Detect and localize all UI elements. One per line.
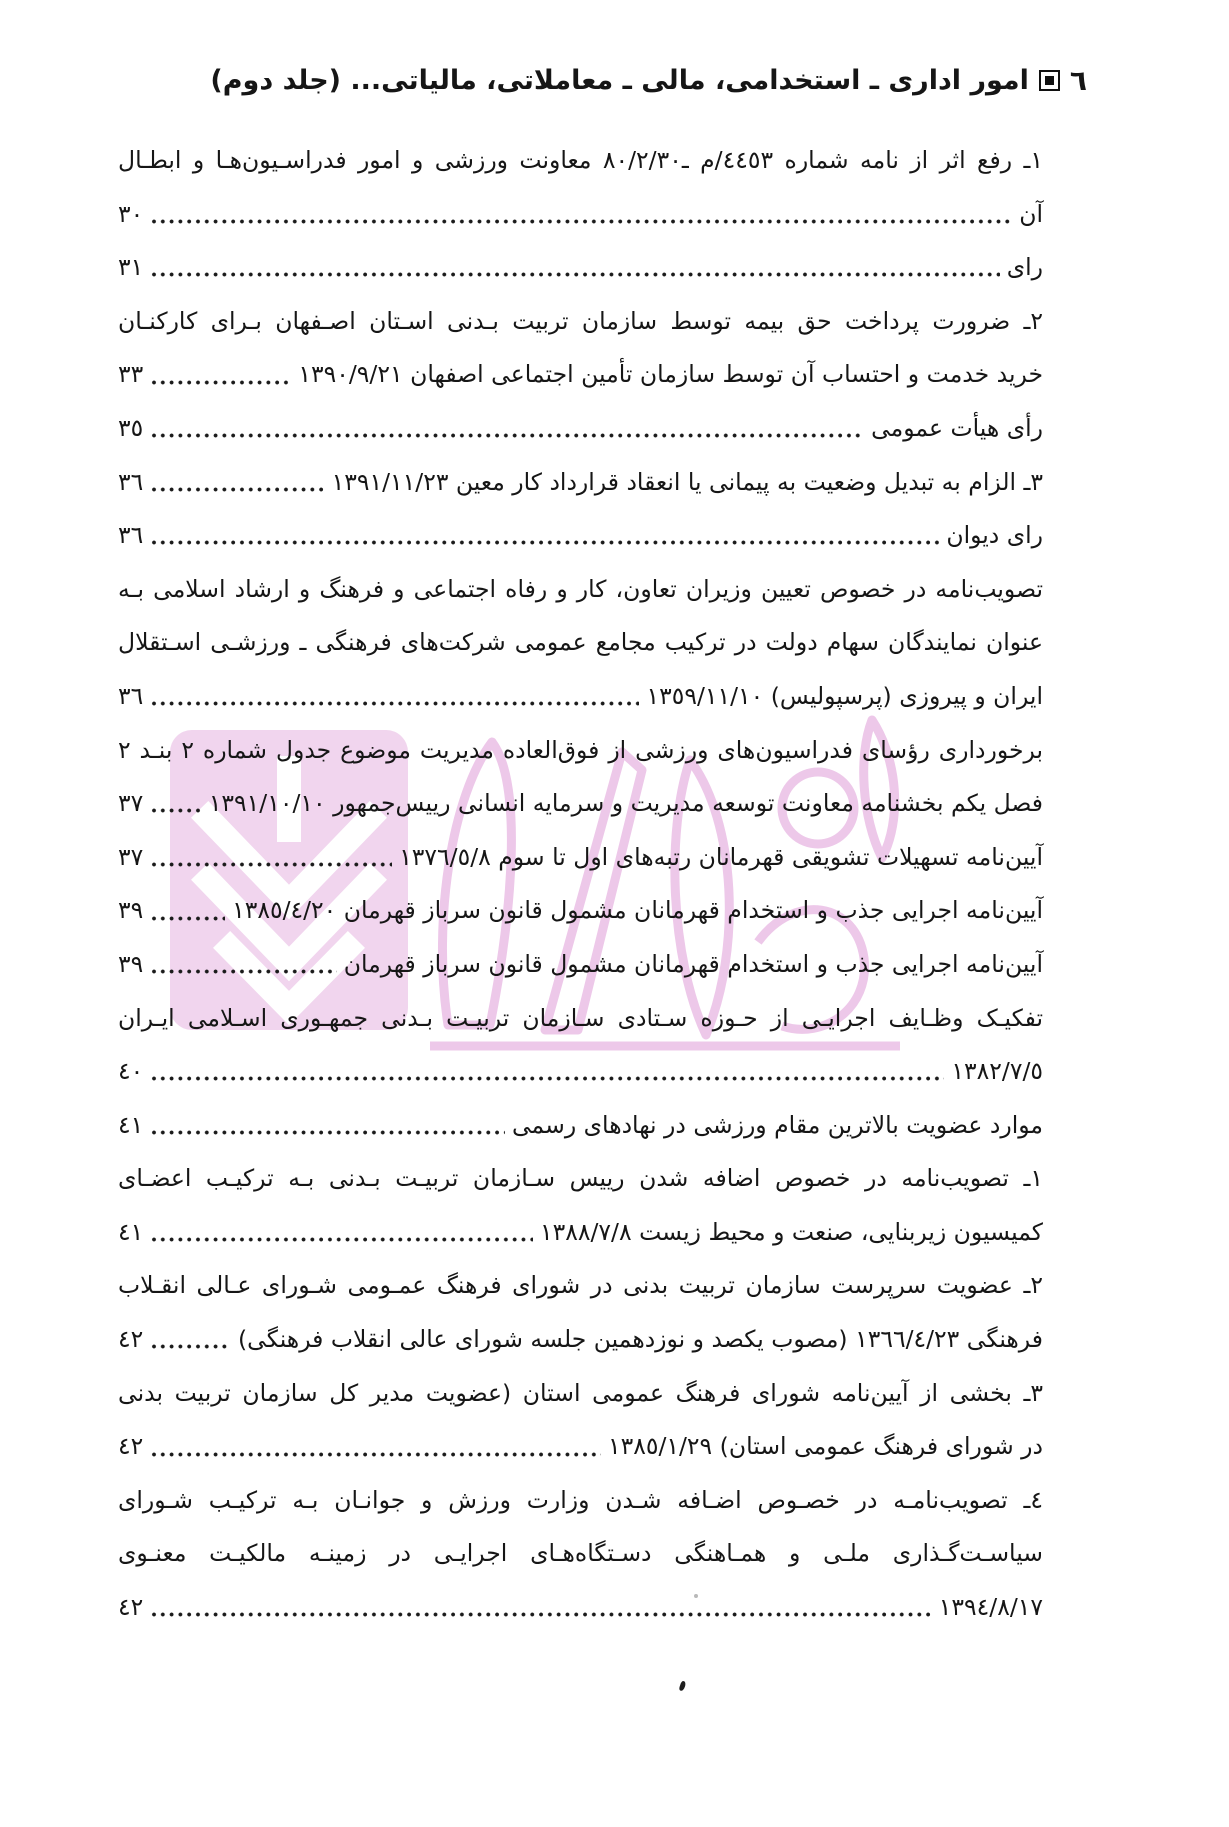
toc-entry-text: کمیسیون زیربنایی، صنعت و محیط زیست ١٣٨٨/٧/٨: [540, 1217, 1043, 1246]
toc-entry-text: آیین‌نامه تسهیلات تشویقی قهرمانان رتبه‌های اول تا سوم ١٣٧٦/٥/٨: [399, 842, 1043, 871]
toc-entry-text: ١٣٨٢/٧/٥: [951, 1057, 1043, 1086]
toc-entry-text: در شورای فرهنگ عمومی استان) ١٣٨٥/١/٢٩: [607, 1432, 1043, 1461]
page-number: ٤٢: [118, 1432, 144, 1461]
toc-line: [118, 1206, 1043, 1260]
dot-leader: [150, 270, 999, 279]
page-number: ٣٥: [118, 413, 144, 442]
dot-leader: [150, 1342, 231, 1351]
dot-leader: [150, 538, 939, 547]
toc-line: [118, 241, 1043, 295]
page-number: ٣٧: [118, 842, 144, 871]
toc-entry-text: ٢ـ عضویت سرپرست سازمان تربیت بدنی در شورای فرهنگ عمـومی شـورای عـالی انقـلاب: [118, 1271, 1043, 1300]
toc-entry-text: سیاسـت‌گـذاری ملـی و همـاهنگی دسـتگاه‌هـای اجرایـی در زمینـه مالکیـت معنـوی: [118, 1539, 1043, 1568]
page-number: ٤٢: [118, 1325, 144, 1354]
toc-line: [118, 563, 1043, 617]
page-number-header: ٦: [1069, 64, 1087, 97]
page-number: ٣٦: [118, 467, 144, 496]
dot-leader: [150, 431, 864, 440]
page-number: ٣٧: [118, 789, 144, 818]
table-of-contents: [118, 134, 1043, 1635]
dot-leader: [150, 1235, 533, 1244]
toc-entry-text: آن: [1019, 199, 1043, 228]
toc-line: [118, 1152, 1043, 1206]
dot-leader: [150, 1610, 932, 1619]
dot-leader: [150, 860, 392, 869]
page-number: ٣٦: [118, 521, 144, 550]
toc-line: [118, 938, 1043, 992]
toc-entry-text: آیین‌نامه اجرایی جذب و استخدام قهرمانان مشمول قانون سرباز قهرمان ١٣٨٥/٤/٢٠: [232, 896, 1043, 925]
dot-leader: [150, 485, 324, 494]
scan-artifact-dot: [694, 1594, 698, 1598]
page-number: ٣٣: [118, 360, 144, 389]
toc-line: [118, 348, 1043, 402]
dot-leader: [150, 914, 225, 923]
toc-line: [118, 1581, 1043, 1635]
toc-line: [118, 134, 1043, 188]
dot-leader: [150, 806, 202, 815]
toc-line: [118, 1259, 1043, 1313]
page-number: ٤٠: [118, 1057, 144, 1086]
book-title: امور اداری ـ استخدامی، مالی ـ معاملاتی، مالیاتی... (جلد دوم): [210, 65, 1029, 96]
toc-line: [118, 188, 1043, 242]
toc-entry-text: آیین‌نامه اجرایی جذب و استخدام قهرمانان مشمول قانون سرباز قهرمان: [343, 949, 1043, 978]
toc-entry-text: ١٣٩٤/٨/١٧: [938, 1593, 1043, 1622]
toc-line: [118, 456, 1043, 510]
dot-leader: [150, 1074, 944, 1083]
page-number: ٤١: [118, 1217, 144, 1246]
toc-entry-text: فصل یکم بخشنامه معاونت توسعه مدیریت و سرمایه انسانی رییس‌جمهور ١٣٩١/١٠/١٠: [208, 789, 1043, 818]
toc-entry-text: تفکیـک وظـایف اجرایـی از حـوزه سـتادی سـازمان تربیـت بـدنی جمهـوری اسـلامی ایـران: [118, 1003, 1043, 1032]
toc-line: [118, 777, 1043, 831]
toc-entry-text: ٢ـ ضرورت پرداخت حق بیمه توسط سازمان تربیت بـدنی اسـتان اصـفهان بـرای کارکنـان: [118, 306, 1043, 335]
page-number: ٣٩: [118, 949, 144, 978]
toc-line: [118, 992, 1043, 1046]
scan-artifact-mark: [679, 1680, 687, 1691]
toc-entry-text: رای دیوان: [946, 521, 1043, 550]
toc-line: [118, 670, 1043, 724]
toc-entry-text: موارد عضویت بالاترین مقام ورزشی در نهادهای رسمی: [511, 1110, 1043, 1139]
toc-line: [118, 1045, 1043, 1099]
toc-entry-text: تصویب‌نامه در خصوص تعیین وزیران تعاون، کار و رفاه اجتماعی و فرهنگ و ارشاد اسلامی بـه: [118, 574, 1043, 603]
toc-line: [118, 831, 1043, 885]
toc-entry-text: ٤ـ تصویب‌نامـه در خصـوص اضـافه شـدن وزارت ورزش و جوانـان بـه ترکیـب شـورای: [118, 1485, 1043, 1514]
toc-entry-text: ٣ـ الزام به تبدیل وضعیت به پیمانی یا انعقاد قرارداد کار معین ١٣٩١/١١/٢٣: [331, 467, 1043, 496]
toc-entry-text: عنوان نمایندگان سهام دولت در ترکیب مجامع عمومی شرکت‌های فرهنگی ـ ورزشـی اسـتقلال: [118, 628, 1043, 657]
toc-line: [118, 724, 1043, 778]
dot-leader: [150, 1450, 601, 1459]
toc-entry-text: رای: [1006, 253, 1043, 282]
toc-entry-text: خرید خدمت و احتساب آن توسط سازمان تأمین اجتماعی اصفهان ١٣٩٠/٩/٢١: [298, 360, 1043, 389]
toc-line: [118, 1420, 1043, 1474]
toc-entry-text: ١ـ رفع اثر از نامه شماره ٤٤٥٣/م ـ٨٠/٢/٣٠ معاونت ورزشی و امور فدراسـیون‌هـا و ابطـال: [118, 146, 1043, 174]
toc-entry-text: ایران و پیروزی (پرسپولیس) ١٣٥٩/١١/١٠: [646, 681, 1043, 710]
toc-line: [118, 1527, 1043, 1581]
square-in-square-icon: [1039, 70, 1060, 91]
page-number: ٣٠: [118, 199, 144, 228]
toc-entry-text: برخورداری رؤسای فدراسیون‌های ورزشی از فوق‌العاده مدیریت موضوع جدول شماره ٢ بنـد ٢: [118, 735, 1043, 764]
dot-leader: [150, 378, 291, 387]
page-number: ٣٩: [118, 896, 144, 925]
toc-line: [118, 295, 1043, 349]
page-number: ٣١: [118, 253, 144, 282]
dot-leader: [150, 967, 337, 976]
toc-line: [118, 1313, 1043, 1367]
dot-leader: [150, 217, 1012, 226]
toc-line: [118, 616, 1043, 670]
page-number: ٤٢: [118, 1593, 144, 1622]
toc-line: [118, 509, 1043, 563]
toc-entry-text: رأی هیأت عمومی: [871, 413, 1043, 442]
toc-entry-text: فرهنگی ١٣٦٦/٤/٢٣ (مصوب یکصد و نوزدهمین جلسه شورای عالی انقلاب فرهنگی): [237, 1325, 1043, 1354]
toc-line: [118, 1099, 1043, 1153]
dot-leader: [150, 699, 639, 708]
toc-line: [118, 884, 1043, 938]
toc-line: [118, 1474, 1043, 1528]
page-number: ٣٦: [118, 681, 144, 710]
toc-entry-text: ٣ـ بخشی از آیین‌نامه شورای فرهنگ عمومی استان (عضویت مدیر کل سازمان تربیت بدنی: [118, 1378, 1043, 1407]
square-in-square-icon-inner: [1045, 76, 1054, 85]
toc-line: [118, 402, 1043, 456]
toc-entry-text: ١ـ تصویب‌نامه در خصوص اضافه شدن رییس سـازمان تربیـت بـدنی بـه ترکیـب اعضـای: [118, 1164, 1043, 1193]
page-number: ٤١: [118, 1110, 144, 1139]
page-header: [210, 64, 1087, 97]
dot-leader: [150, 1128, 505, 1137]
toc-line: [118, 1367, 1043, 1421]
